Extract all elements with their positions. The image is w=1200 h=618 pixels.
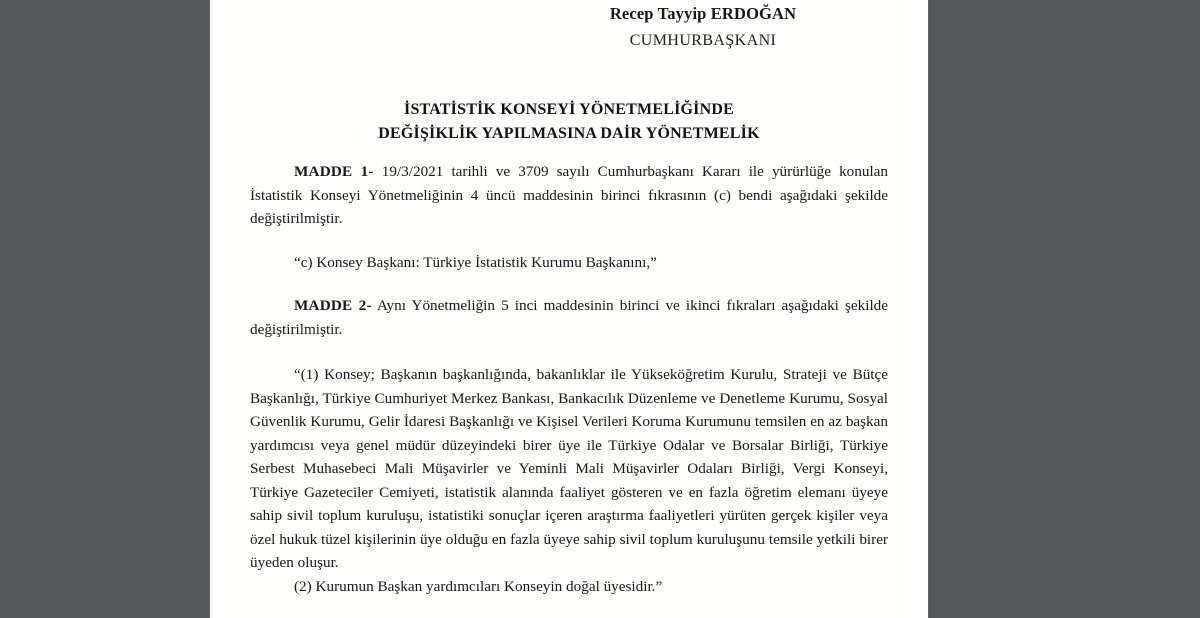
quoted-clause-c — [250, 251, 888, 275]
article-text-madde-2: Aynı Yönetmeliğin 5 inci maddesinin birinci ve ikinci fıkraları aşağıdaki şekilde değiştirilmiştir. — [250, 297, 889, 338]
document-title-line-1: İSTATİSTİK KONSEYİ YÖNETMELİĞİNDE — [404, 101, 734, 118]
document-title — [250, 98, 888, 145]
quoted-clause-c-text: “c) Konsey Başkanı: Türkiye İstatistik Kurumu Başkanını,” — [294, 253, 657, 271]
article-paragraph-2 — [250, 294, 888, 341]
article-label-madde-2: MADDE 2- — [294, 297, 372, 314]
document-title-line-2: DEĞİŞİKLİK YAPILMASINA DAİR YÖNETMELİK — [378, 124, 760, 142]
article-paragraph-1 — [250, 160, 888, 231]
document-page — [210, 0, 928, 618]
article-label-madde-1: MADDE 1- — [294, 163, 374, 180]
quoted-paragraph-1 — [250, 363, 888, 575]
page-content-area — [250, 0, 888, 618]
quoted-paragraph-2 — [250, 575, 888, 599]
signatory-name: Recep Tayyip ERDOĞAN — [609, 4, 797, 23]
signature-block — [518, 6, 888, 49]
article-text-madde-1: 19/3/2021 tarihli ve 3709 sayılı Cumhurbaşkanı Kararı ile yürürlüğe konulan İstatistik Konseyi Yönetmeliğinin 4 üncü maddesinin birinci fıkrasının (c) bendi aşağıdaki şekilde değiştirilmiştir. — [250, 163, 889, 227]
quoted-paragraph-2-text: (2) Kurumun Başkan yardımcıları Konseyin doğal üyesidir.” — [294, 577, 663, 595]
document-body — [250, 160, 888, 598]
signatory-title: CUMHURBAŞKANI — [629, 31, 777, 49]
quoted-paragraph-1-text: “(1) Konsey; Başkanın başkanlığında, bakanlıklar ile Yükseköğretim Kurulu, Strateji ve Bütçe Başkanlığı, Türkiye Cumhuriyet Merkez Bankası, Bankacılık Düzenleme ve Denetleme Kurumu, Sosyal Güvenlik Kurumu, Gelir İdaresi Başkanlığı ve Kişisel Verileri Koruma Kurumunu temsilen en az başkan yardımcısı veya genel müdür düzeyindeki birer üye ile Türkiye Odalar ve Borsalar Birliği, Türkiye Serbest Muhasebeci Mali Müşavirler ve Yeminli Mali Müşavirler Odaları Birliği, Vergi Konseyi, Türkiye Gazeteciler Cemiyeti, istatistik alanında faaliyet gösteren ve en fazla öğretim elemanı üyeye sahip sivil toplum kuruluşu, istatistiki sonuçlar içeren araştırma faaliyetleri yürüten gerçek kişiler veya özel hukuk tüzel kişilerinin üye olduğu en fazla üyeye sahip sivil toplum kuruluşunu temsile yetkili birer üyeden oluşur. — [250, 366, 888, 571]
